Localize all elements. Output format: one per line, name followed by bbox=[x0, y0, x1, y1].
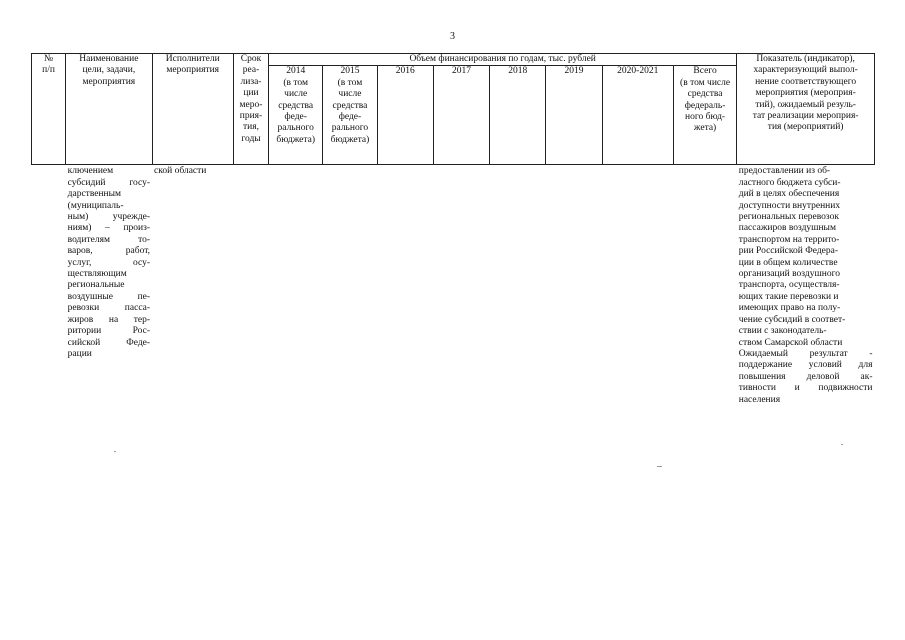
col-name-header: Наименование цели, задачи, мероприятия bbox=[66, 54, 152, 165]
col-term-header: Срок реа- лиза- ции меро- прия- тия, годы bbox=[233, 54, 268, 165]
col-executors-header: Исполнители мероприятия bbox=[152, 54, 233, 165]
row-executors-cell: ской области bbox=[154, 166, 207, 177]
col-2018-header: 2018 bbox=[490, 66, 546, 165]
col-indicator-header: Показатель (индикатор), характеризующий выпол- нение соответствующего мероприятия (мероприя- тий), ожидаемый резуль- тат реализации мероприя- тия (мероприятий) bbox=[737, 54, 875, 165]
program-table bbox=[31, 53, 875, 406]
col-2019-header: 2019 bbox=[546, 66, 602, 165]
col-2014-header: 2014 (в том числе средства феде- рального бюджета) bbox=[269, 66, 323, 165]
row-2017-cell bbox=[433, 165, 489, 406]
scan-speck bbox=[657, 466, 662, 467]
scan-speck bbox=[841, 444, 843, 445]
col-2015-header: 2015 (в том числе средства феде- рального бюджета) bbox=[323, 66, 377, 165]
col-num-header: № п/п bbox=[32, 54, 66, 165]
row-2014-cell bbox=[269, 165, 323, 406]
row-2019-cell bbox=[546, 165, 602, 406]
row-num-cell bbox=[32, 165, 66, 406]
row-2020-2021-cell bbox=[602, 165, 673, 406]
row-indicator-cell: предоставлении из об- ластного бюджета субси- дий в целях обеспечения доступности внутренних региональных перевозок пассажиров воздушным транспортом на террито- рии Российской Федера- ции в общем количестве организаций воздушного транспорта, осуществля- ющих такие перевозки и имеющих право на полу- чение субсидий в соответ- ствии с законодатель- ством Самарской области Ожидаемый результат - поддержание условий для повышения деловой ак- тивности и подвижности населения bbox=[738, 166, 873, 405]
row-2016-cell bbox=[377, 165, 433, 406]
row-name-cell: ключением субсидий госу- дарственным (муниципаль- ным) учрежде- ниям) – произ- водителям то- варов, работ, услуг, осу- ществляющим региональные воздушные пе- ревозки пасса- жиров на тер- ритории Рос- сийской Феде- рации bbox=[67, 166, 151, 359]
col-2016-header: 2016 bbox=[377, 66, 433, 165]
header-row-top bbox=[32, 54, 875, 66]
row-term-cell bbox=[233, 165, 268, 406]
col-total-header: Всего (в том числе средства федераль- ного бюд- жета) bbox=[673, 66, 736, 165]
col-2017-header: 2017 bbox=[433, 66, 489, 165]
financing-header: Объем финансирования по годам, тыс. рублей bbox=[269, 54, 737, 66]
row-2018-cell bbox=[490, 165, 546, 406]
row-2015-cell bbox=[323, 165, 377, 406]
row-total-cell bbox=[673, 165, 736, 406]
page-number: 3 bbox=[450, 31, 455, 42]
scan-speck bbox=[114, 451, 116, 452]
col-2020-2021-header: 2020-2021 bbox=[602, 66, 673, 165]
table-row bbox=[32, 165, 875, 406]
